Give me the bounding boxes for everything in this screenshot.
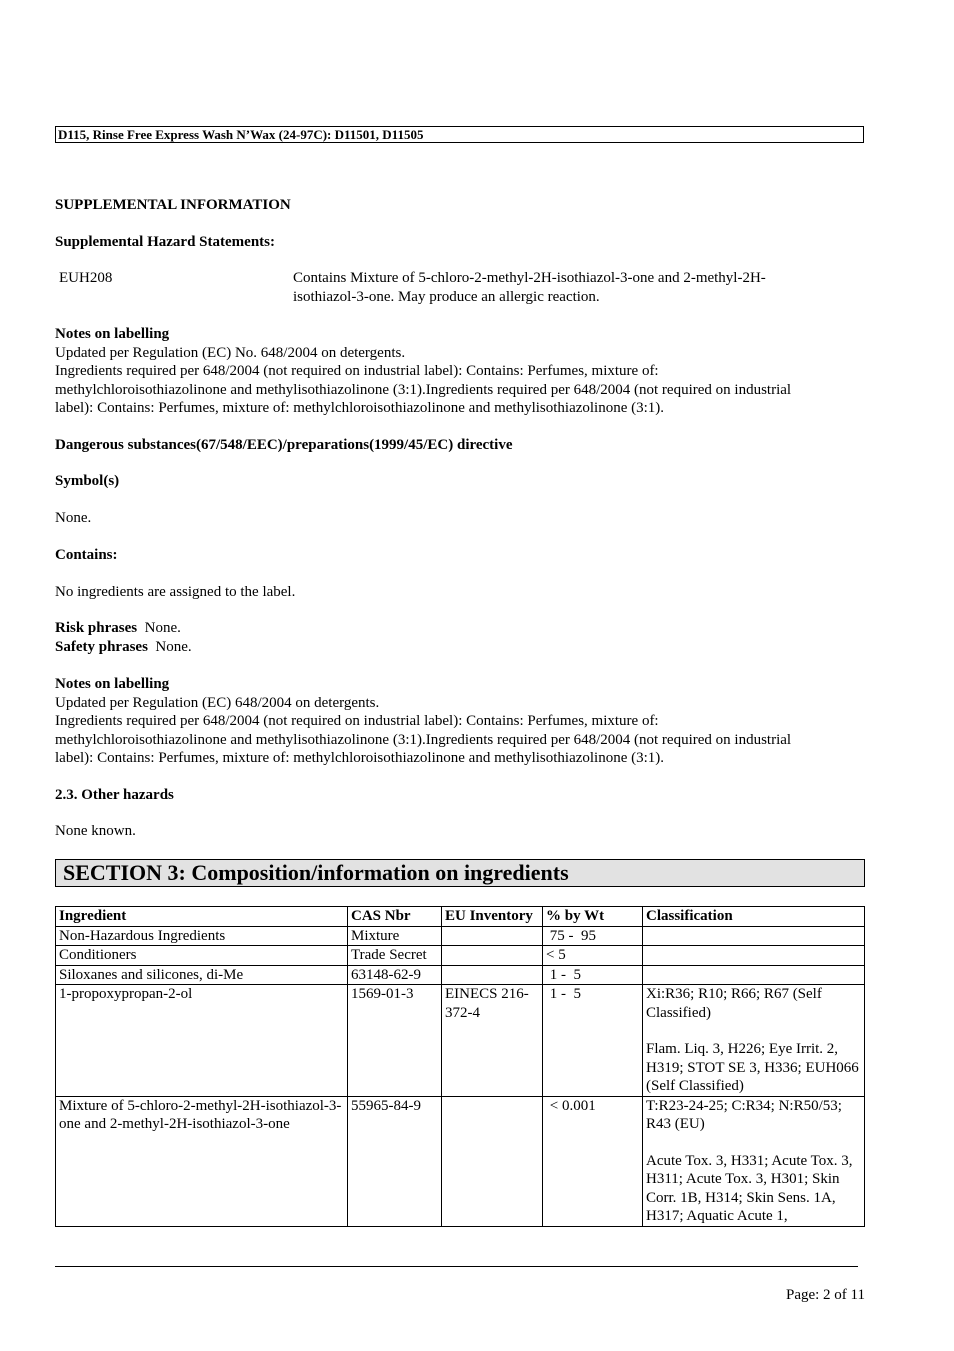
table-row (56, 965, 865, 985)
contains-heading: Contains: (55, 547, 118, 563)
hazard-statements-heading: Supplemental Hazard Statements: (55, 234, 275, 250)
section-3-title: SECTION 3: Composition/information on ingredients (63, 860, 569, 885)
ingredient-cell: Siloxanes and silicones, di-Me (56, 965, 348, 985)
weight-cell: < 5 (543, 946, 643, 966)
euh-statement-line: isothiazol-3-one. May produce an allergic reaction. (293, 288, 600, 305)
column-header: % by Wt (543, 907, 643, 927)
classification-clp: Flam. Liq. 3, H226; Eye Irrit. 2, H319; STOT SE 3, H336; EUH066 (Self Classified) (646, 1041, 859, 1094)
table-row (56, 985, 865, 1097)
column-header: Ingredient (56, 907, 348, 927)
eu-inventory-cell (442, 946, 543, 966)
symbols-value: None. (55, 510, 92, 526)
classification-cell (643, 985, 865, 1097)
page-number: Page: 2 of 11 (785, 1287, 865, 1303)
classification-cell (643, 1096, 865, 1226)
notes-line: Updated per Regulation (EC) 648/2004 on detergents. (55, 694, 380, 711)
weight-cell: 1 - 5 (543, 985, 643, 1097)
table-row (56, 1096, 865, 1226)
weight-cell: < 0.001 (543, 1096, 643, 1226)
eu-inventory-cell (442, 1096, 543, 1226)
column-header: Classification (643, 907, 865, 927)
weight-cell: 1 - 5 (543, 965, 643, 985)
directive-heading: Dangerous substances(67/548/EEC)/preparations(1999/45/EC) directive (55, 437, 513, 453)
cas-cell: Trade Secret (348, 946, 442, 966)
column-header: CAS Nbr (348, 907, 442, 927)
symbols-heading: Symbol(s) (55, 473, 120, 489)
classification-clp: Acute Tox. 3, H331; Acute Tox. 3, H311; Acute Tox. 3, H301; Skin Corr. 1B, H314; Skin Sens. 1A, H317; Aquatic Acute 1, (646, 1152, 853, 1224)
notes-line: Updated per Regulation (EC) No. 648/2004 on detergents. (55, 344, 406, 361)
classification-cell (643, 926, 865, 946)
classification-r-phrases: Xi:R36; R10; R66; R67 (Self Classified) (646, 986, 822, 1021)
table-row (56, 946, 865, 966)
cas-cell: 55965-84-9 (348, 1096, 442, 1226)
classification-r-phrases: T:R23-24-25; C:R34; N:R50/53; R43 (EU) (646, 1097, 842, 1132)
notes-on-labelling-1 (55, 325, 855, 418)
ingredient-cell: 1-propoxypropan-2-ol (56, 985, 348, 1097)
risk-value: None. (144, 620, 181, 636)
risk-label: Risk phrases (55, 620, 138, 636)
notes-heading: Notes on labelling (55, 326, 170, 342)
ingredient-cell: Non-Hazardous Ingredients (56, 926, 348, 946)
supplemental-heading: SUPPLEMENTAL INFORMATION (55, 197, 291, 213)
document-title-box (55, 126, 864, 143)
eu-inventory-cell (442, 926, 543, 946)
notes-line: label): Contains: Perfumes, mixture of: methylchloroisothiazolinone and methylisothiazolinone (3:1). (55, 400, 665, 416)
cas-cell: 63148-62-9 (348, 965, 442, 985)
other-hazards-value: None known. (55, 823, 136, 839)
classification-cell (643, 965, 865, 985)
euh-code: EUH208 (59, 270, 113, 286)
euh-statement-line: Contains Mixture of 5-chloro-2-methyl-2H-isothiazol-3-one and 2-methyl-2H- (293, 270, 766, 286)
notes-heading: Notes on labelling (55, 676, 170, 692)
table-row (56, 926, 865, 946)
notes-line: methylchloroisothiazolinone and methylisothiazolinone (3:1).Ingredients required per 648/2004 (not required on industrial (55, 381, 792, 398)
ingredients-table (55, 906, 865, 1227)
cas-cell: 1569-01-3 (348, 985, 442, 1097)
notes-line: methylchloroisothiazolinone and methylisothiazolinone (3:1).Ingredients required per 648/2004 (not required on industrial (55, 731, 792, 748)
eu-inventory-cell (442, 965, 543, 985)
footer-divider (55, 1266, 858, 1267)
eu-inventory-cell: EINECS 216-372-4 (442, 985, 543, 1097)
table-header-row (56, 907, 865, 927)
safety-phrases (55, 638, 855, 657)
contains-value: No ingredients are assigned to the label. (55, 584, 296, 600)
safety-value: None. (155, 639, 192, 655)
notes-line: Ingredients required per 648/2004 (not required on industrial label): Contains: Perfumes, mixture of: (55, 713, 659, 729)
classification-cell (643, 946, 865, 966)
other-hazards-heading: 2.3. Other hazards (55, 787, 174, 803)
ingredient-cell: Conditioners (56, 946, 348, 966)
section-3-title-bar (55, 859, 865, 887)
notes-line: Ingredients required per 648/2004 (not required on industrial label): Contains: Perfumes, mixture of: (55, 363, 659, 379)
notes-on-labelling-2 (55, 675, 855, 768)
ingredient-cell: Mixture of 5-chloro-2-methyl-2H-isothiazol-3-one and 2-methyl-2H-isothiazol-3-one (56, 1096, 348, 1226)
safety-label: Safety phrases (55, 639, 148, 655)
risk-phrases (55, 619, 855, 638)
cas-cell: Mixture (348, 926, 442, 946)
column-header: EU Inventory (442, 907, 543, 927)
euh-statement (293, 269, 853, 306)
product-title: D115, Rinse Free Express Wash N’Wax (24-97C): D11501, D11505 (58, 127, 424, 142)
weight-cell: 75 - 95 (543, 926, 643, 946)
notes-line: label): Contains: Perfumes, mixture of: methylchloroisothiazolinone and methylisothiazolinone (3:1). (55, 750, 665, 766)
